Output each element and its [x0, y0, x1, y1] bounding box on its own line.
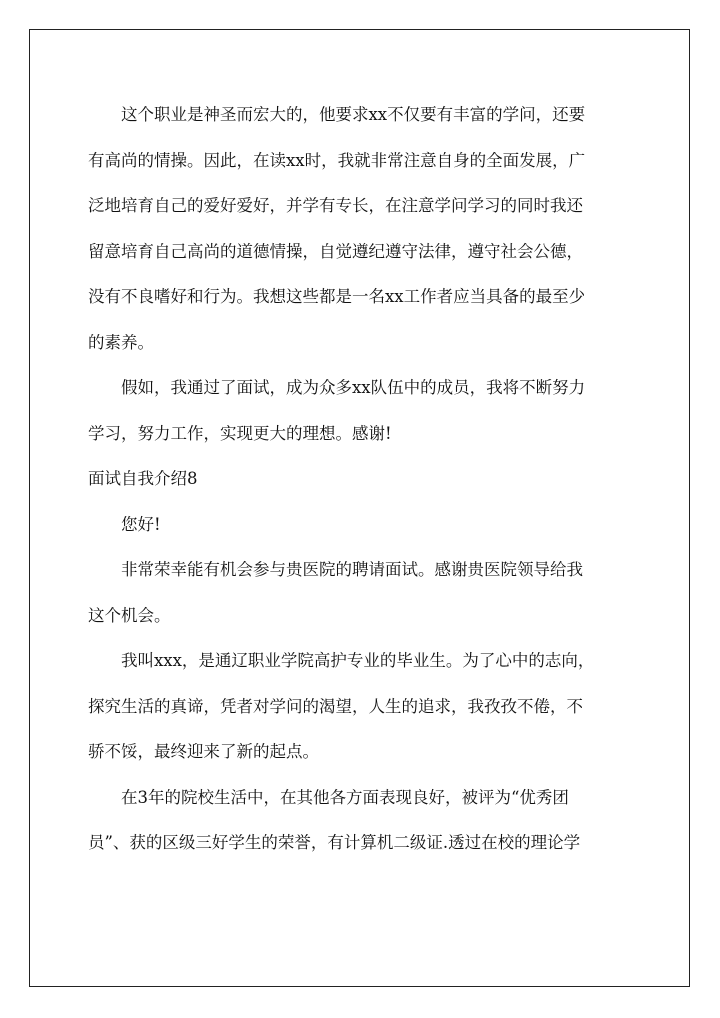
- paragraph-thanks: 非常荣幸能有机会参与贵医院的聘请面试。感谢贵医院领导给我 这个机会。: [88, 560, 583, 625]
- paragraph-self-introduction: 我叫xxx，是通辽职业学院高护专业的毕业生。为了心中的志向， 探究生活的真谛，凭者对学问的渴望，人生的追求，我孜孜不倦，不 骄不馁，最终迎来了新的起点。: [88, 651, 595, 761]
- document-body: [88, 92, 634, 866]
- section-title: 面试自我介绍8: [88, 469, 198, 488]
- paragraph-school-achievements: 在3年的院校生活中，在其他各方面表现良好，被评为“优秀团 员”、获的区级三好学生的荣誉，有计算机二级证.透过在校的理论学: [88, 787, 581, 852]
- paragraph-closing-pledge: 假如，我通过了面试，成为众多xx队伍中的成员，我将不断努力 学习，努力工作，实现更大的理想。感谢!: [88, 378, 586, 443]
- paragraph-greeting: 您好!: [121, 514, 161, 534]
- paragraph-profession-ideals: 这个职业是神圣而宏大的，他要求xx不仅要有丰富的学问，还要 有高尚的情操。因此，在读xx时，我就非常注意自身的全面发展，广 泛地培育自己的爱好爱好，并学有专长，在注意学问学习的同时我还 留意培育自己高尚的道德情操，自觉遵纪遵守法律，遵守社会公德， 没有不良嗜好和行为。我想这些都是一名xx工作者应当具备的最至少 的素养。: [88, 105, 586, 352]
